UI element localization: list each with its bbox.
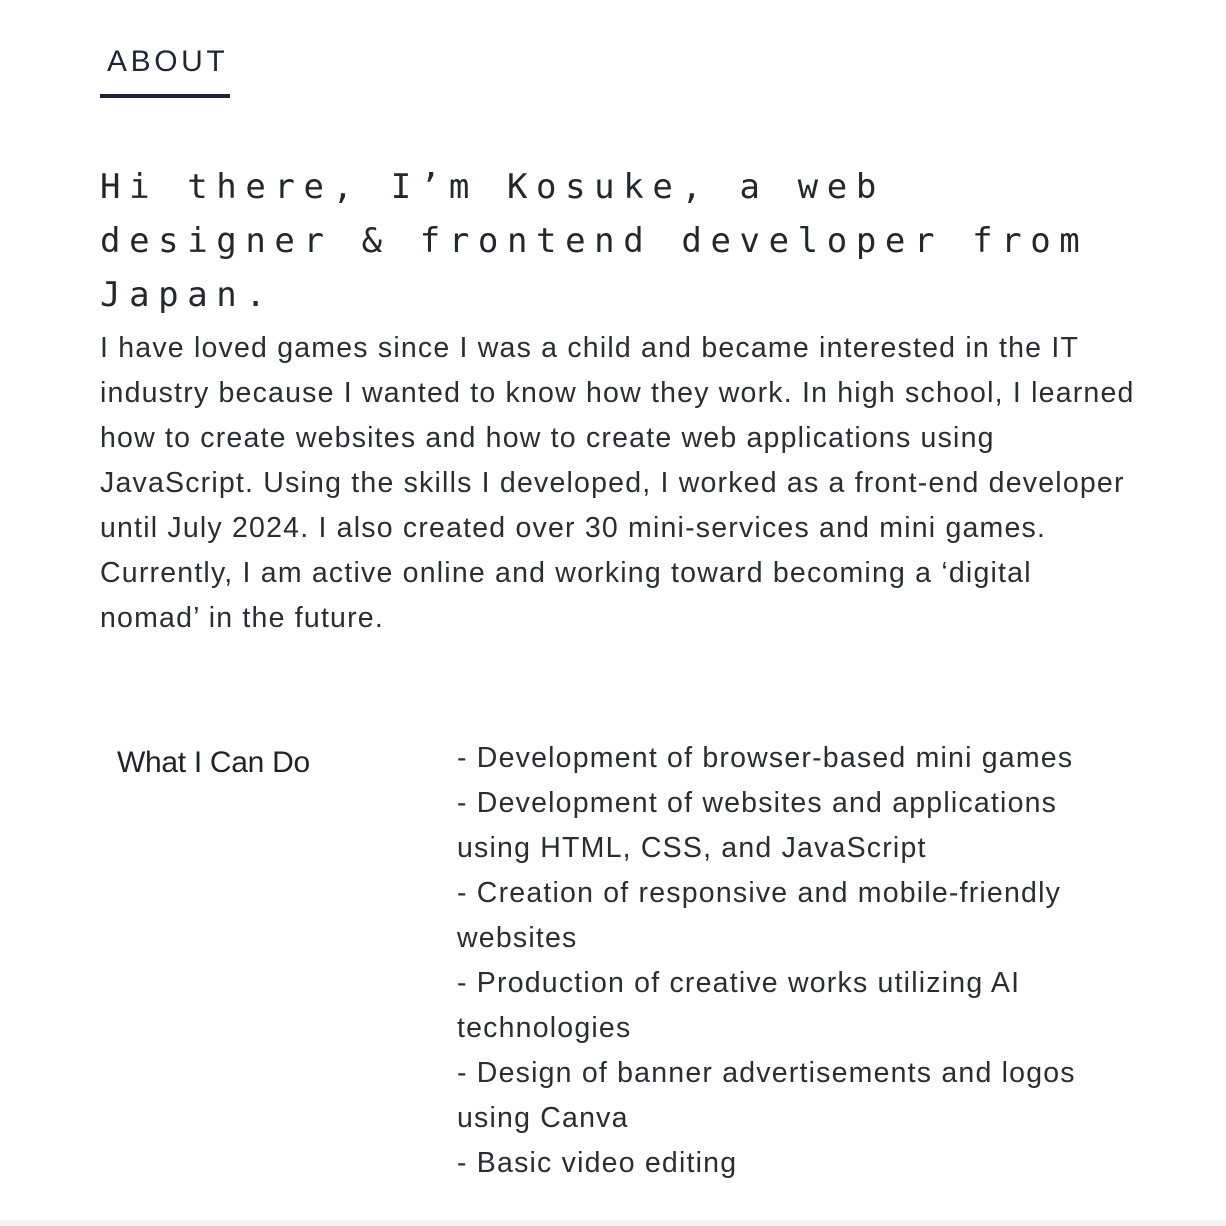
bottom-edge-divider [0, 1220, 1226, 1226]
skill-item: - Production of creative works utilizing AI technologies [457, 967, 1021, 1044]
skill-item: - Basic video editing [457, 1147, 738, 1179]
skill-item: - Development of websites and applications using HTML, CSS, and JavaScript [457, 787, 1058, 864]
skill-item: - Creation of responsive and mobile-friendly websites [457, 877, 1062, 954]
skill-item: - Design of banner advertisements and logos using Canva [457, 1057, 1076, 1134]
skills-heading: What I Can Do [117, 746, 310, 779]
skill-item: - Development of browser-based mini games [457, 742, 1074, 774]
intro-paragraph: I have loved games since I was a child and became interested in the IT industry because I wanted to know how they work. In high school, I learned how to create websites and how to create web applications using JavaScript. Using the skills I developed, I worked as a front-end developer until July 2024. I also created over 30 mini-services and mini games. Currently, I am active online and working toward becoming a ‘digital nomad’ in the future. [100, 332, 1135, 634]
about-tab-label: ABOUT [107, 45, 229, 78]
page-headline: Hi there, I’m Kosuke, a web designer & frontend developer from Japan. [100, 167, 1089, 315]
about-section-tab[interactable] [100, 40, 230, 98]
skills-list [457, 736, 1137, 1186]
active-tab-underline [100, 94, 230, 98]
